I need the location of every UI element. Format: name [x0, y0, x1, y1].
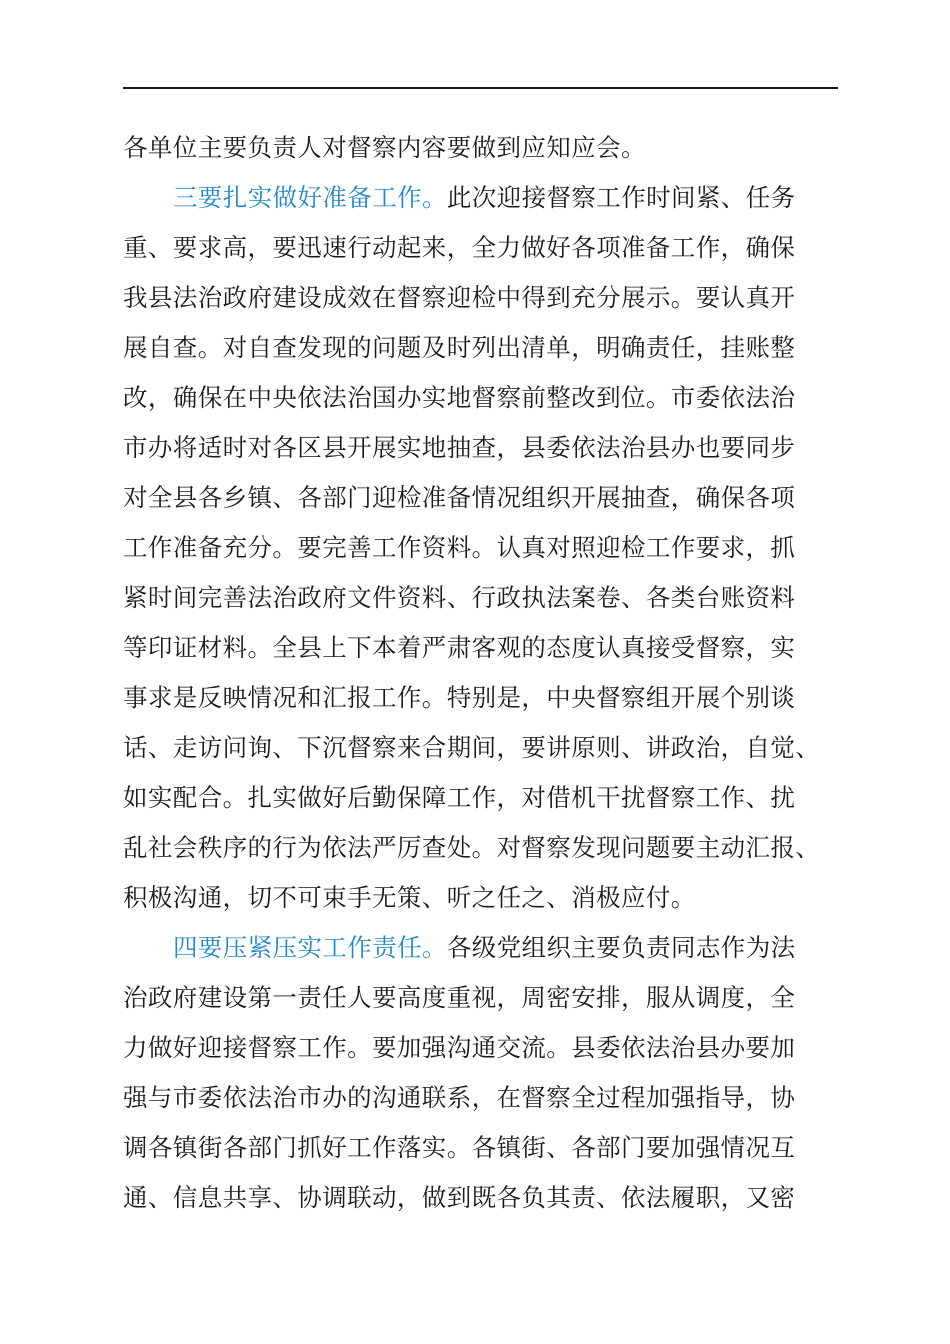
paragraph-text: 等印证材料。全县上下本着严肃客观的态度认真接受督察，实	[123, 633, 796, 662]
paragraph-text: 改，确保在中央依法治国办实地督察前整改到位。市委依法治	[123, 383, 796, 412]
text-line	[123, 582, 843, 614]
text-line	[123, 132, 843, 164]
text-line	[123, 732, 843, 764]
paragraph-text: 此次迎接督察工作时间紧、任务	[446, 183, 796, 212]
paragraph-text: 事求是反映情况和汇报工作。特别是，中央督察组开展个别谈	[123, 683, 796, 712]
text-line	[123, 532, 843, 564]
text-line	[123, 432, 843, 464]
text-line	[123, 282, 843, 314]
text-line	[123, 982, 843, 1014]
paragraph-text: 乱社会秩序的行为依法严厉查处。对督察发现问题要主动汇报、	[123, 833, 821, 862]
text-line	[123, 1182, 843, 1214]
paragraph-text: 调各镇街各部门抓好工作落实。各镇街、各部门要加强情况互	[123, 1133, 796, 1162]
paragraph-text: 我县法治政府建设成效在督察迎检中得到充分展示。要认真开	[123, 283, 796, 312]
paragraph-text: 对全县各乡镇、各部门迎检准备情况组织开展抽查，确保各项	[123, 483, 796, 512]
paragraph-text: 力做好迎接督察工作。要加强沟通交流。县委依法治县办要加	[123, 1033, 796, 1062]
text-line	[123, 332, 843, 364]
text-line	[123, 382, 843, 414]
text-line	[123, 682, 843, 714]
paragraph-text: 工作准备充分。要完善工作资料。认真对照迎检工作要求，抓	[123, 533, 796, 562]
paragraph-text: 紧时间完善法治政府文件资料、行政执法案卷、各类台账资料	[123, 583, 796, 612]
section-heading: 四要压紧压实工作责任。	[173, 933, 447, 962]
paragraph-text: 各级党组织主要负责同志作为法	[446, 933, 796, 962]
text-line	[173, 182, 893, 214]
paragraph-text: 市办将适时对各区县开展实地抽查，县委依法治县办也要同步	[123, 433, 796, 462]
text-line	[123, 1132, 843, 1164]
paragraph-text: 重、要求高，要迅速行动起来，全力做好各项准备工作，确保	[123, 233, 796, 262]
paragraph-text: 强与市委依法治市办的沟通联系，在督察全过程加强指导，协	[123, 1083, 796, 1112]
text-line	[123, 482, 843, 514]
text-line	[123, 232, 843, 264]
text-line	[123, 832, 843, 864]
text-line	[123, 632, 843, 664]
paragraph-text: 话、走访问询、下沉督察来合期间，要讲原则、讲政治，自觉、	[123, 733, 821, 762]
paragraph-text: 展自查。对自查发现的问题及时列出清单，明确责任，挂账整	[123, 333, 796, 362]
text-line	[123, 882, 843, 914]
paragraph-text: 各单位主要负责人对督察内容要做到应知应会。	[123, 133, 646, 162]
header-divider	[123, 87, 838, 89]
text-line	[123, 782, 843, 814]
text-line	[173, 932, 893, 964]
paragraph-text: 如实配合。扎实做好后勤保障工作，对借机干扰督察工作、扰	[123, 783, 796, 812]
text-line	[123, 1082, 843, 1114]
paragraph-text: 通、信息共享、协调联动，做到既各负其责、依法履职，又密	[123, 1183, 796, 1212]
paragraph-text: 积极沟通，切不可束手无策、听之任之、消极应付。	[123, 883, 696, 912]
text-line	[123, 1032, 843, 1064]
paragraph-text: 治政府建设第一责任人要高度重视，周密安排，服从调度，全	[123, 983, 796, 1012]
section-heading: 三要扎实做好准备工作。	[173, 183, 447, 212]
